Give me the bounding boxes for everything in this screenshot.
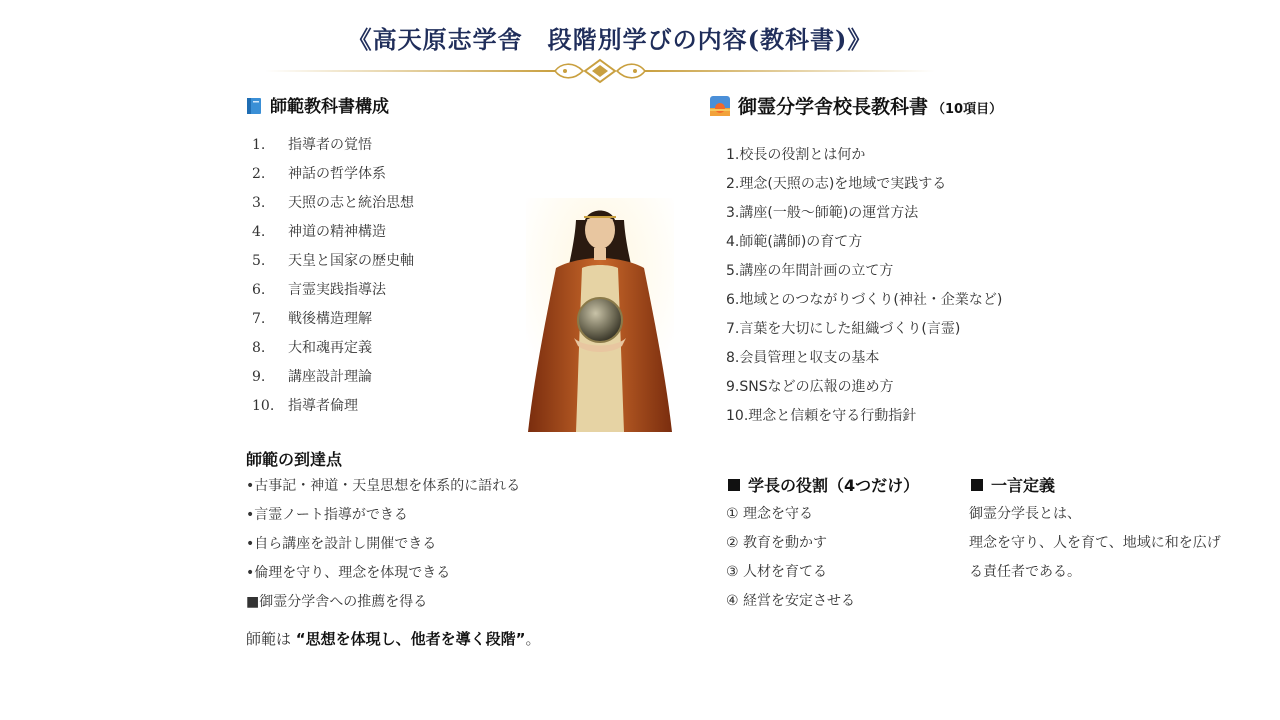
principal-textbook-item: 10.理念と信頼を守る行動指針 xyxy=(726,408,917,424)
roles-heading xyxy=(728,473,919,496)
teacher-textbook-title: 師範教科書構成 xyxy=(270,97,389,117)
item-text: 言霊実践指導法 xyxy=(288,282,386,298)
principal-textbook-title: 御霊分学舎校長教科書 xyxy=(738,96,929,118)
principal-textbook-item: 8.会員管理と収支の基本 xyxy=(726,350,880,366)
definition-line: 御霊分学長とは、 xyxy=(969,506,1081,522)
item-number: 1. xyxy=(252,137,266,153)
definition-heading xyxy=(971,473,1055,496)
item-number: 7. xyxy=(252,311,266,327)
page-title: 《高天原志学舎 段階別学びの内容(教科書)》 xyxy=(347,25,873,54)
item-number: 6. xyxy=(252,282,266,298)
summary-line xyxy=(246,628,541,649)
teacher-textbook-item xyxy=(252,189,512,218)
goal-item: ■御霊分学舎への推薦を得る xyxy=(246,594,428,610)
definition-heading-text: 一言定義 xyxy=(991,476,1056,495)
teacher-textbook-item xyxy=(252,218,512,247)
principal-textbook-item: 7.言葉を大切にした組織づくり(言霊) xyxy=(726,321,961,337)
square-bullet-icon xyxy=(728,479,740,491)
role-item: ① 理念を守る xyxy=(726,506,814,522)
principal-textbook-item: 3.講座(一般～師範)の運営方法 xyxy=(726,205,919,221)
item-text: 指導者倫理 xyxy=(288,398,358,414)
principal-textbook-item: 9.SNSなどの広報の進め方 xyxy=(726,379,894,395)
summary-suffix: 。 xyxy=(525,630,541,648)
definition-line: 理念を守り、人を育て、地域に和を広げ xyxy=(969,535,1221,551)
teacher-textbook-list xyxy=(252,131,512,421)
item-number: 5. xyxy=(252,253,266,269)
role-item: ② 教育を動かす xyxy=(726,535,828,551)
definition-line: る責任者である。 xyxy=(969,564,1081,580)
item-number: 10. xyxy=(252,398,275,414)
principal-textbook-item: 2.理念(天照の志)を地域で実践する xyxy=(726,176,947,192)
teacher-textbook-heading xyxy=(246,92,389,117)
definition-text xyxy=(969,500,1249,587)
teacher-textbook-item xyxy=(252,276,512,305)
teacher-textbook-item xyxy=(252,363,512,392)
summary-prefix: 師範は xyxy=(246,630,296,648)
principal-textbook-item: 5.講座の年間計画の立て方 xyxy=(726,263,894,279)
goal-item: •古事記・神道・天皇思想を体系的に語れる xyxy=(246,478,521,494)
teacher-textbook-item xyxy=(252,392,512,421)
teacher-textbook-item xyxy=(252,305,512,334)
item-text: 天照の志と統治思想 xyxy=(288,195,414,211)
item-number: 2. xyxy=(252,166,266,182)
item-text: 講座設計理論 xyxy=(288,369,372,385)
principal-textbook-item: 1.校長の役割とは何か xyxy=(726,147,866,163)
square-bullet-icon xyxy=(971,479,983,491)
item-text: 戦後構造理解 xyxy=(288,311,372,327)
item-text: 神道の精神構造 xyxy=(288,224,386,240)
principal-textbook-item: 4.師範(講師)の育て方 xyxy=(726,234,863,250)
teacher-textbook-item xyxy=(252,247,512,276)
goal-item: •倫理を守り、理念を体現できる xyxy=(246,565,451,581)
teacher-textbook-item xyxy=(252,334,512,363)
principal-textbook-count: （10項目） xyxy=(932,102,1003,117)
principal-textbook-list xyxy=(726,141,1146,431)
teacher-textbook-item xyxy=(252,160,512,189)
item-text: 大和魂再定義 xyxy=(288,340,372,356)
item-text: 指導者の覚悟 xyxy=(288,137,372,153)
item-text: 神話の哲学体系 xyxy=(288,166,386,182)
title-ornament xyxy=(265,56,935,88)
principal-textbook-item: 6.地域とのつながりづくり(神社・企業など) xyxy=(726,292,1003,308)
roles-list xyxy=(726,500,956,616)
item-text: 天皇と国家の歴史軸 xyxy=(288,253,414,269)
item-number: 9. xyxy=(252,369,266,385)
role-item: ③ 人材を育てる xyxy=(726,564,828,580)
goals-list xyxy=(246,472,566,617)
teacher-textbook-item xyxy=(252,131,512,160)
goal-item: •言霊ノート指導ができる xyxy=(246,507,408,523)
item-number: 4. xyxy=(252,224,266,240)
goals-heading: 師範の到達点 xyxy=(246,450,343,469)
book-icon xyxy=(246,97,262,115)
role-item: ④ 経営を安定させる xyxy=(726,593,856,609)
item-number: 8. xyxy=(252,340,266,356)
item-number: 3. xyxy=(252,195,266,211)
sunrise-icon xyxy=(710,96,730,116)
summary-emphasis: “思想を体現し、他者を導く段階” xyxy=(295,630,526,648)
goal-item: •自ら講座を設計し開催できる xyxy=(246,536,437,552)
roles-heading-text: 学長の役割（4つだけ） xyxy=(748,476,920,495)
principal-textbook-heading xyxy=(710,92,1002,119)
goddess-illustration xyxy=(526,198,674,432)
